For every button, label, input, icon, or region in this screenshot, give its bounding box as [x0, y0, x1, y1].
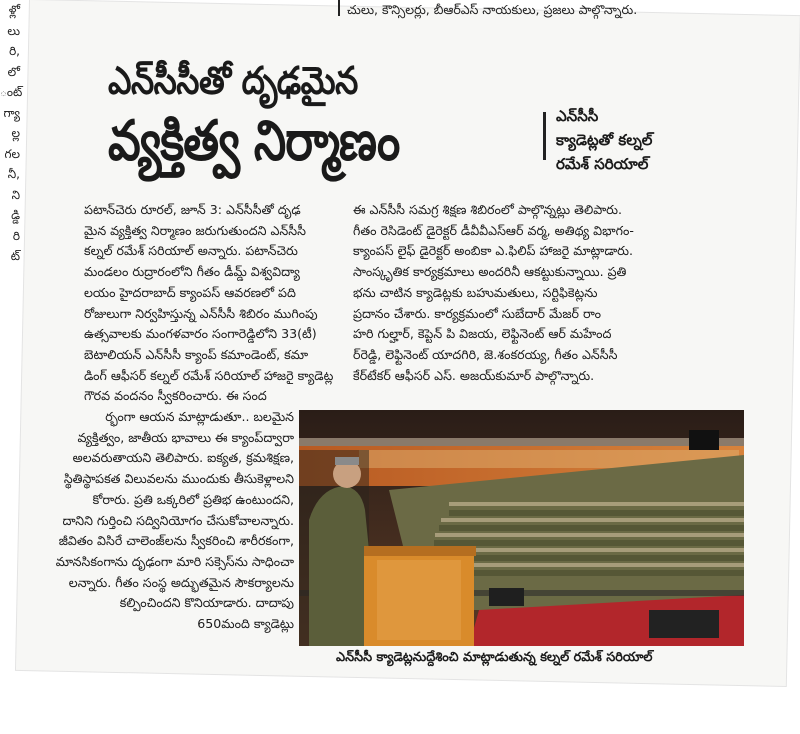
article-text-line: రోజులుగా నిర్వహిస్తున్న ఎన్‌సీసీ శిబిరం ముగింపు: [84, 305, 318, 321]
headline-line-1: ఎన్‌సీసీతో దృఢమైన: [108, 58, 358, 103]
subheadline-line: రమేశ్ సరియాల్: [556, 155, 649, 173]
article-text-line: జీవితం విసిరే చాలెంజ్‌లను స్వీకరించి శారీరకంగా,: [58, 533, 294, 549]
article-column-right: [353, 200, 743, 386]
stage-monitor: [489, 588, 524, 606]
article-text-line: మండలం రుద్రారంలోని గీతం డీమ్డ్ విశ్వవిద్యా: [84, 264, 300, 280]
article-text-line: క్యాంపస్ లైఫ్ డైరెక్టర్ అంబికా ఎ.ఫిలిప్ హాజరై మాట్లాడారు.: [353, 243, 633, 259]
article-text-line: ప్రదానం చేశారు. కార్యక్రమంలో సుబేదార్ మేజర్ రాం: [353, 305, 602, 321]
adjacent-text-fragment: డ్డి: [11, 208, 20, 222]
article-text-line: డింగ్ ఆఫీసర్ కల్నల్ రమేశ్ సరియాల్ హాజరై క్యాడెట్ల: [84, 367, 334, 383]
adjacent-text-fragment: ల్ల: [11, 126, 20, 140]
adjacent-text-fragment: గల: [4, 146, 20, 161]
article-text-line: వ్యక్తిత్వం, జాతీయ భావాలు ఈ క్యాంప్‌ద్వారా: [77, 429, 294, 445]
photo-caption: ఎన్‌సీసీ క్యాడెట్లనుద్దేశించి మాట్లాడుతున్న కల్నల్ రమేశ్ సరియాల్: [336, 650, 653, 665]
article-text-line: భను చాటిన క్యాడెట్లకు బహుమతులు, సర్టిఫికెట్లను: [353, 284, 598, 300]
adjacent-text-fragment: ళ్లో: [8, 3, 20, 17]
article-text-line: సాంస్కృతిక కార్యక్రమాలు అందరినీ ఆకట్టుకున్నాయి. ప్రతి: [353, 264, 627, 280]
article-text-line: పటాన్‌చెరు రూరల్, జూన్ 3: ఎన్‌సీసీతో దృఢ: [84, 202, 301, 217]
article-text-line: ఉత్సవాలకు మంగళవారం సంగారెడ్డిలోని 33(టీ): [84, 326, 317, 342]
subheadline: [556, 104, 652, 176]
article-text-line: గౌరవ వందనం స్వీకరించారు. ఈ సంద: [84, 388, 267, 404]
article-text-line: లన్నారు. గీతం సంస్థ అద్భుతమైన సౌకర్యాలను: [68, 574, 294, 590]
byline-divider: [543, 112, 546, 160]
adjacent-text-fragment: రి,: [9, 44, 20, 58]
article-text-line: ర్‌రెడ్డి, లెఫ్టినెంట్ యాదగిరి, జె.శంకరయ్య, గీతం ఎన్‌సీసీ: [353, 346, 618, 362]
article-text-line: బెటాలియన్ ఎన్‌సీసీ క్యాంప్ కమాండెంట్, కమా: [84, 346, 309, 362]
adjacent-text-fragment: ంట్: [0, 85, 23, 99]
auditorium-photo-illustration: [299, 410, 744, 646]
article-text-line: కల్నల్ రమేశ్ సరియాల్ అన్నారు. పటాన్‌చెరు: [84, 243, 298, 259]
article-text-line: కోరారు. ప్రతి ఒక్కరిలో ప్రతిభ ఉంటుందని,: [92, 491, 294, 507]
article-text-line: కల్పించిందని కొనియాడారు. దాదాపు: [119, 595, 294, 611]
article-text-line: ర్భంగా ఆయన మాట్లాడుతూ.. బలమైన: [105, 409, 294, 424]
subheadline-line: ఎన్‌సీసీ: [556, 107, 599, 125]
stage-speaker: [649, 610, 719, 638]
adjacent-text-fragment: నీ,: [7, 167, 20, 181]
article-column-left-bottom: [36, 407, 294, 635]
headline-line-2: వ్యక్తిత్వ నిర్మాణం: [108, 108, 400, 173]
adjacent-text-fragment: గ్యా: [3, 105, 20, 120]
article-text-line: హరి గుల్హార్, కెప్టెన్ పి విజయ, లెఫ్టినెంట్ ఆర్ మహేంద: [353, 326, 612, 342]
article-text-line: స్థితిస్థాపకత విలువలను ముందుకు తీసుకెళ్లాలని: [63, 471, 294, 487]
adjacent-text-fragment: ట్: [10, 249, 20, 263]
previous-article-last-line: చులు, కౌన్సిలర్లు, బీఆర్ఎస్ నాయకులు, ప్రజలు పాల్గొన్నారు.: [347, 2, 638, 17]
article-column-left-top: [84, 200, 334, 407]
article-text-line: అలవరుతాయని తెలిపారు. ఐక్యత, క్రమశిక్షణ,: [72, 450, 294, 466]
article-text-line: దానిని గుర్తించి సద్వినియోగం చేసుకోవాలన్నారు.: [62, 512, 294, 528]
adjacent-text-fragment: లో: [7, 64, 20, 79]
adjacent-text-fragment: రి: [12, 228, 20, 243]
adjacent-text-fragment: ని: [11, 187, 20, 202]
adjacent-article-fragment: [0, 0, 23, 300]
event-photo: [299, 410, 744, 646]
balcony-rail: [299, 438, 744, 446]
subheadline-line: క్యాడెట్లతో కల్నల్: [556, 131, 653, 149]
article-text-line: మైన వ్యక్తిత్వ నిర్మాణం జరుగుతుందని ఎన్‌సీసీ: [84, 222, 306, 238]
article-text-line: కేర్‌టేకర్ ఆఫీసర్ ఎస్. అజయ్‌కుమార్ పాల్గొన్నారు.: [353, 367, 595, 383]
article-text-line: లయం హైదరాబాద్ క్యాంపస్ ఆవరణలో పది: [84, 284, 296, 300]
article-text-line: ఈ ఎన్‌సీసీ సమగ్ర శిక్షణ శిబిరంలో పాల్గొన్నట్లు తెలిపారు.: [353, 202, 623, 217]
article-text-line: 650మంది క్యాడెట్లు: [197, 616, 294, 632]
adjacent-text-fragment: లు: [7, 23, 20, 38]
article-text-line: గీతం రెసిడెంట్ డైరెక్టర్ డీవీవీఎస్ఆర్ వర్మ, అతిథ్య విభాగం-: [353, 222, 634, 238]
column-divider: [338, 0, 340, 16]
article-text-line: మానసికంగాను దృఢంగా మారి సక్సెస్‌ను సాధించా: [55, 553, 294, 569]
